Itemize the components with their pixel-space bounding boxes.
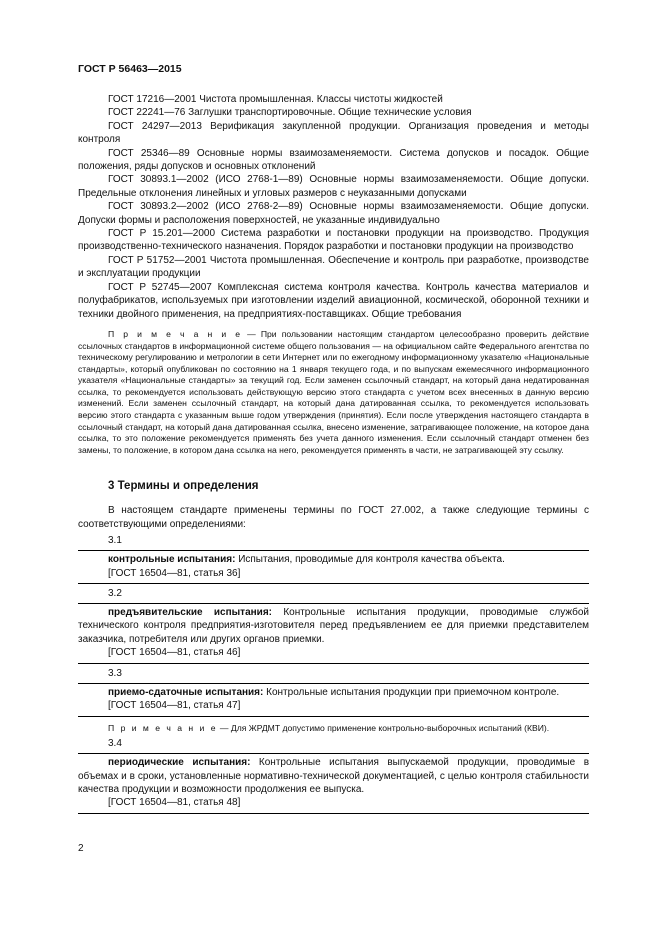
term-name: приемо-сдаточные испытания: bbox=[108, 686, 264, 698]
term-box bbox=[78, 550, 589, 584]
reference-item: ГОСТ Р 52745—2007 Комплексная система контроля качества. Контроль качества материалов и полуфабрикатов, используемых при изготовлении изделий авиационной, космической, оборонной техники и техники двойного применения, на предприятиях-поставщиках. Общие требования bbox=[78, 281, 589, 320]
term-definition: Контрольные испытания продукции, проводимые службой технического контроля предприятия-изготовителя перед предъявлением ее для приемки представителем заказчика, потребителя или других органов приемки. bbox=[78, 607, 589, 645]
reference-item: ГОСТ 30893.1—2002 (ИСО 2768-1—89) Основные нормы взаимозаменяемости. Общие допуски. Предельные отклонения линейных и угловых размеров с неуказанными допусками bbox=[78, 174, 589, 199]
term-number: 3.2 bbox=[108, 588, 122, 600]
reference-item: ГОСТ Р 15.201—2000 Система разработки и постановки продукции на производство. Продукция производственно-технического назначения. Порядок разработки и постановки продукции на производство bbox=[78, 228, 589, 253]
term-entry bbox=[78, 534, 589, 584]
term-number: 3.4 bbox=[108, 738, 122, 750]
term-box bbox=[78, 683, 589, 717]
term-source: [ГОСТ 16504—81, статья 46] bbox=[108, 647, 241, 659]
term-name: контрольные испытания: bbox=[108, 554, 236, 566]
term-entry bbox=[78, 737, 589, 814]
term-number: 3.1 bbox=[108, 535, 122, 547]
normative-references-list bbox=[78, 93, 589, 321]
reference-item: ГОСТ Р 51752—2001 Чистота промышленная. Обеспечение и контроль при разработке, производстве и эксплуатации продукции bbox=[78, 254, 589, 280]
note-text: — Для ЖРДМТ допустимо применение контрольно-выборочных испытаний (КВИ). bbox=[217, 722, 550, 733]
term-definition: Контрольные испытания выпускаемой продукции, проводимые в объемах и в сроки, установленные нормативно-технической документацией, с целью контроля стабильности качества продукции и возможности продолжения ее выпуска. bbox=[78, 757, 590, 795]
page-number: 2 bbox=[78, 843, 84, 854]
term-box bbox=[78, 753, 589, 814]
term-note bbox=[78, 723, 589, 735]
term-source: [ГОСТ 16504—81, статья 48] bbox=[108, 797, 241, 809]
term-source: [ГОСТ 16504—81, статья 36] bbox=[108, 567, 241, 579]
note-label: П р и м е ч а н и е bbox=[108, 328, 243, 339]
term-source: [ГОСТ 16504—81, статья 47] bbox=[108, 700, 241, 712]
term-number: 3.3 bbox=[108, 667, 122, 679]
reference-item: ГОСТ 17216—2001 Чистота промышленная. Классы чистоты жидкостей bbox=[108, 94, 443, 105]
term-definition: Испытания, проводимые для контроля качества объекта. bbox=[235, 554, 505, 566]
references-note bbox=[78, 329, 589, 457]
reference-item: ГОСТ 25346—89 Основные нормы взаимозаменяемости. Система допусков и посадок. Общие положения, ряды допусков и основных отклонений bbox=[78, 147, 589, 173]
reference-item: ГОСТ 22241—76 Заглушки транспортировочные. Общие технические условия bbox=[108, 107, 472, 119]
page-content bbox=[78, 93, 589, 814]
term-definition: Контрольные испытания продукции при приемочном контроле. bbox=[263, 686, 560, 698]
term-name: предъявительские испытания: bbox=[108, 607, 272, 619]
section-intro: В настоящем стандарте применены термины по ГОСТ 27.002, а также следующие термины с соответствующими определениями: bbox=[78, 505, 589, 530]
note-label: П р и м е ч а н и е bbox=[108, 722, 218, 733]
reference-item: ГОСТ 24297—2013 Верификация закупленной продукции. Организация проведения и методы контроля bbox=[78, 120, 589, 146]
term-box bbox=[78, 603, 589, 664]
term-entry bbox=[78, 667, 589, 717]
note-text: — При пользовании настоящим стандартом целесообразно проверить действие ссылочных стандартов в информационной системе общего пользования — на официальном сайте Федерального агентства по техническому регулированию и метрологии в сети Интернет или по ежегодному информационному указателю «Национальные стандарты», который опубликован по состоянию на 1 января текущего года, и по выпускам ежемесячного информационного указателя «Национальные стандарты» за текущий год. Если заменен ссылочный стандарт, на который дана недатированная ссылка, то рекомендуется использовать действующую версию этого стандарта с учетом всех внесенных в данную версию изменений. Если заменен ссылочный стандарт, на который дана датированная ссылка, то рекомендуется использовать версию этого стандарта с указанным выше годом утверждения (принятия). Если после утверждения настоящего стандарта в ссылочный стандарт, на который дана датированная ссылка, внесено изменение, затрагивающее положение, на которое дана ссылка, то это положение рекомендуется применять без учета данного изменения. Если ссылочный стандарт отменен без замены, то положение, в котором дана ссылка на него, рекомендуется применять в части, не затрагивающей эту ссылку. bbox=[78, 328, 590, 455]
term-entry bbox=[78, 587, 589, 664]
document-header: ГОСТ Р 56463—2015 bbox=[78, 63, 182, 75]
term-name: периодические испытания: bbox=[108, 757, 251, 769]
section-title: 3 Термины и определения bbox=[108, 480, 259, 493]
reference-item: ГОСТ 30893.2—2002 (ИСО 2768-2—89) Основные нормы взаимозаменяемости. Общие допуски. Допуски формы и расположения поверхностей, не указанные индивидуально bbox=[78, 201, 589, 226]
